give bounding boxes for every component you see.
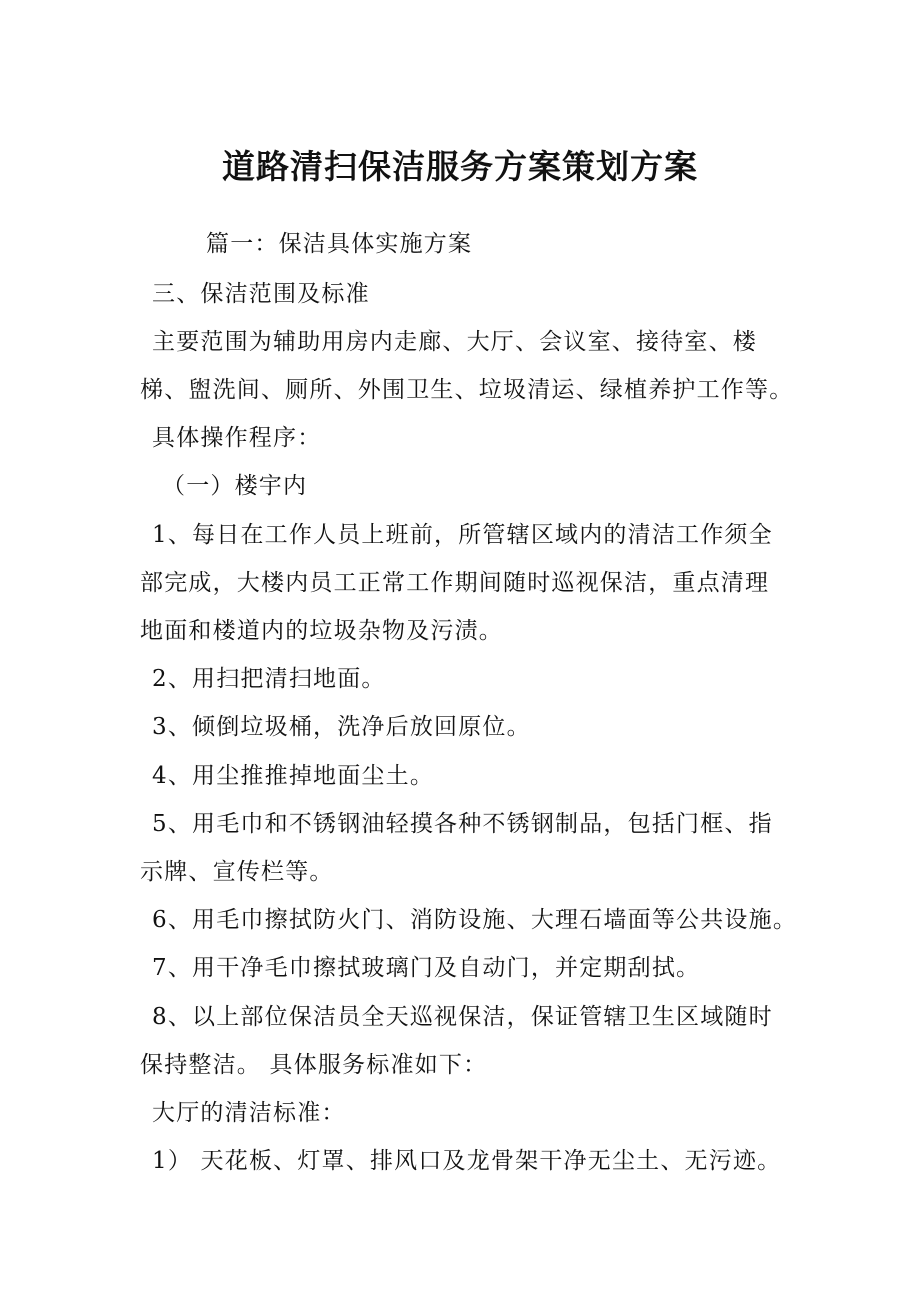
- list-item-line: 1、每日在工作人员上班前，所管辖区域内的清洁工作须全: [152, 522, 773, 548]
- paragraph-line: 具体操作程序：: [152, 425, 322, 451]
- list-item-line: 保持整洁。 具体服务标准如下：: [140, 1052, 488, 1078]
- list-item-line: 地面和楼道内的垃圾杂物及污渍。: [140, 618, 503, 644]
- list-item-line: 7、用干净毛巾擦拭玻璃门及自动门，并定期刮拭。: [152, 955, 701, 981]
- list-item-line: 4、用尘推推掉地面尘土。: [152, 763, 435, 789]
- section-heading: 篇一：保洁具体实施方案: [206, 231, 473, 257]
- subsection-heading: 三、保洁范围及标准: [152, 281, 370, 307]
- paragraph-line: 主要范围为辅助用房内走廊、大厅、会议室、接待室、楼: [152, 329, 757, 355]
- list-item-line: 2、用扫把清扫地面。: [152, 666, 386, 692]
- list-item-line: 8、以上部位保洁员全天巡视保洁，保证管辖卫生区域随时: [152, 1004, 773, 1030]
- list-item-line: 部完成，大楼内员工正常工作期间随时巡视保洁，重点清理: [140, 570, 770, 596]
- list-item-line: 示牌、宣传栏等。: [140, 859, 334, 885]
- list-heading: （一）楼宇内: [162, 473, 308, 499]
- document-title: 道路清扫保洁服务方案策划方案: [222, 147, 698, 186]
- list-item-line: 6、用毛巾擦拭防火门、消防设施、大理石墙面等公共设施。: [152, 907, 798, 933]
- list-item-line: 5、用毛巾和不锈钢油轻摸各种不锈钢制品，包括门框、指: [152, 811, 773, 837]
- list-item-line: 1） 天花板、灯罩、排风口及龙骨架干净无尘土、无污迹。: [152, 1148, 782, 1174]
- paragraph-line: 大厅的清洁标准：: [152, 1100, 346, 1126]
- list-item-line: 3、倾倒垃圾桶，洗净后放回原位。: [152, 714, 531, 740]
- paragraph-line: 梯、盥洗间、厕所、外围卫生、垃圾清运、绿植养护工作等。: [140, 377, 794, 403]
